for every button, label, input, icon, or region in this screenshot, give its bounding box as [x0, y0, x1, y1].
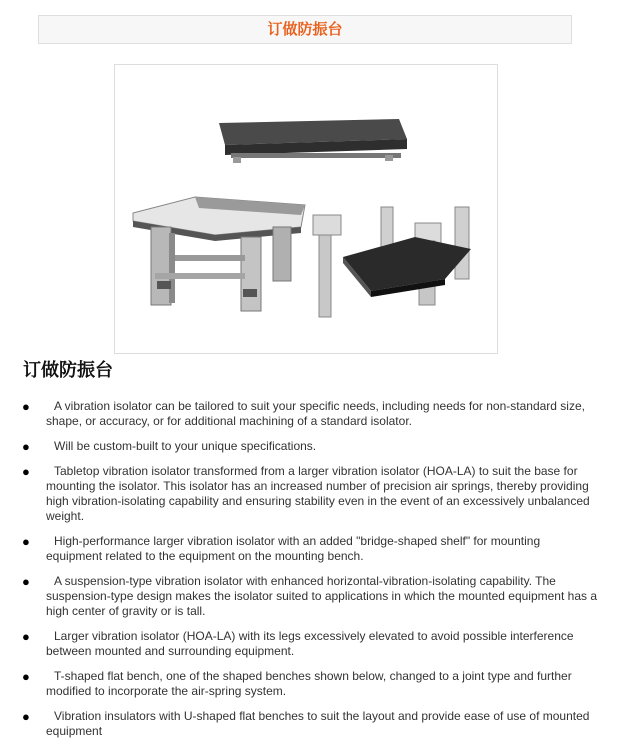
flat-table-illustration: [219, 119, 407, 163]
list-item: ● A suspension-type vibration isolator with enhanced horizontal-vibration-isolating capability. The suspension-type design makes the isolator suited to applications in which the mounted equipment has a high center of gravity or is tall.: [22, 574, 597, 618]
suspension-isolator-illustration: [313, 207, 471, 317]
bullet-icon: ●: [22, 629, 30, 644]
title-banner: [38, 15, 572, 44]
bullet-icon: ●: [22, 574, 30, 589]
isolator-tables-illustration: [115, 65, 497, 353]
product-image: [114, 64, 498, 354]
list-item: ● High-performance larger vibration isolator with an added "bridge-shaped shelf" for mounting equipment related to the equipment on the mounting bench.: [22, 534, 541, 563]
banner-title: 订做防振台: [267, 21, 343, 38]
bullet-icon: ●: [22, 709, 30, 724]
list-item: ● Larger vibration isolator (HOA-LA) with its legs excessively elevated to avoid possible interference between mounted and surrounding equipment.: [22, 629, 574, 658]
bullet-icon: ●: [22, 439, 30, 454]
bullet-icon: ●: [22, 399, 30, 414]
bullet-icon: ●: [22, 669, 30, 684]
list-item: ● Vibration insulators with U-shaped flat benches to suit the layout and provide ease of use of mounted equipment: [22, 709, 590, 738]
feature-list: [0, 399, 639, 749]
list-item: ● Tabletop vibration isolator transformed from a larger vibration isolator (HOA-LA) to suit the base for mounting the isolator. This isolator has an increased number of precision air springs, thereby providing high vibration-isolating capability and ensuring stability even in the event of an excessively unbalanced weight.: [22, 464, 590, 523]
section-heading: 订做防振台: [23, 360, 113, 381]
list-item: ● Will be custom-built to your unique specifications.: [22, 439, 317, 454]
bullet-icon: ●: [22, 534, 30, 549]
tabletop-isolator-illustration: [133, 197, 305, 311]
list-item: ● T-shaped flat bench, one of the shaped benches shown below, changed to a joint type and further modified to incorporate the air-spring system.: [22, 669, 572, 698]
list-item: ● A vibration isolator can be tailored to suit your specific needs, including needs for non-standard size, shape, or accuracy, or for additional machining of a standard isolator.: [22, 399, 585, 428]
bullet-icon: ●: [22, 464, 30, 479]
